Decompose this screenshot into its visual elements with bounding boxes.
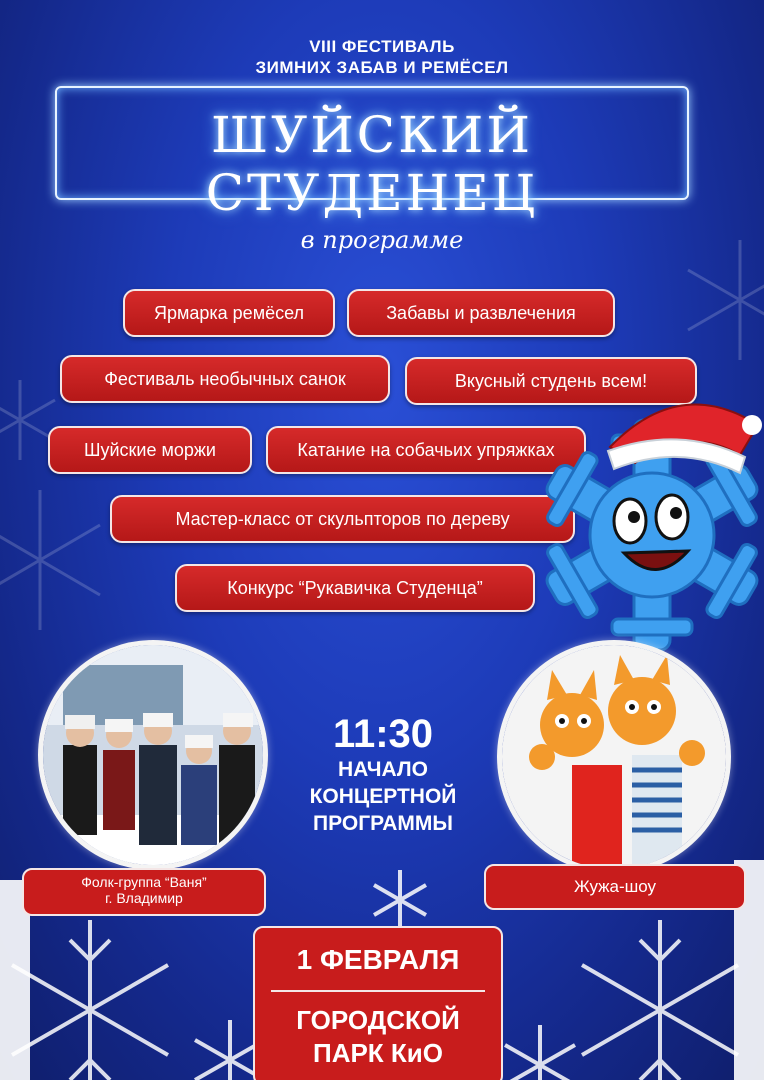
event-date-place <box>253 926 503 1080</box>
snowflake-mascot-icon <box>540 385 764 665</box>
folk-group-caption <box>22 868 266 916</box>
event-date: 1 ФЕВРАЛЯ <box>296 944 460 975</box>
zhuzha-show-caption <box>484 864 746 910</box>
concert-time: 11:30 <box>332 712 434 756</box>
concert-line-3: ПРОГРАММЫ <box>313 812 453 835</box>
program-item: Конкурс “Рукавичка Студенца” <box>175 564 535 612</box>
festival-edition: VIII ФЕСТИВАЛЬ <box>309 37 455 56</box>
program-item: Ярмарка ремёсел <box>123 289 335 337</box>
concert-line-2: КОНЦЕРТНОЙ <box>309 785 457 808</box>
program-item: Мастер-класс от скульпторов по дереву <box>110 495 575 543</box>
zhuzha-show-name: Жужа-шоу <box>573 877 657 896</box>
date-divider <box>271 990 485 992</box>
zhuzha-show-photo <box>497 640 731 874</box>
program-item: Вкусный студень всем! <box>405 357 697 405</box>
concert-info <box>298 712 468 837</box>
program-item: Катание на собачьих упряжках <box>266 426 586 474</box>
festival-theme: ЗИМНИХ ЗАБАВ И РЕМЁСЕЛ <box>255 58 509 77</box>
folk-group-name: Фолк-группа “Ваня” <box>81 874 207 890</box>
program-item: Шуйские моржи <box>48 426 252 474</box>
festival-title: ШУЙСКИЙ СТУДЕНЕЦ <box>205 106 539 222</box>
program-item: Забавы и развлечения <box>347 289 615 337</box>
event-place-line-2: ПАРК КиО <box>313 1038 443 1068</box>
concert-line-1: НАЧАЛО <box>338 758 428 781</box>
event-place-line-1: ГОРОДСКОЙ <box>296 1005 460 1035</box>
program-subtitle: в программе <box>300 226 464 254</box>
folk-group-city: г. Владимир <box>105 890 183 906</box>
program-item: Фестиваль необычных санок <box>60 355 390 403</box>
folk-group-photo <box>38 640 268 870</box>
